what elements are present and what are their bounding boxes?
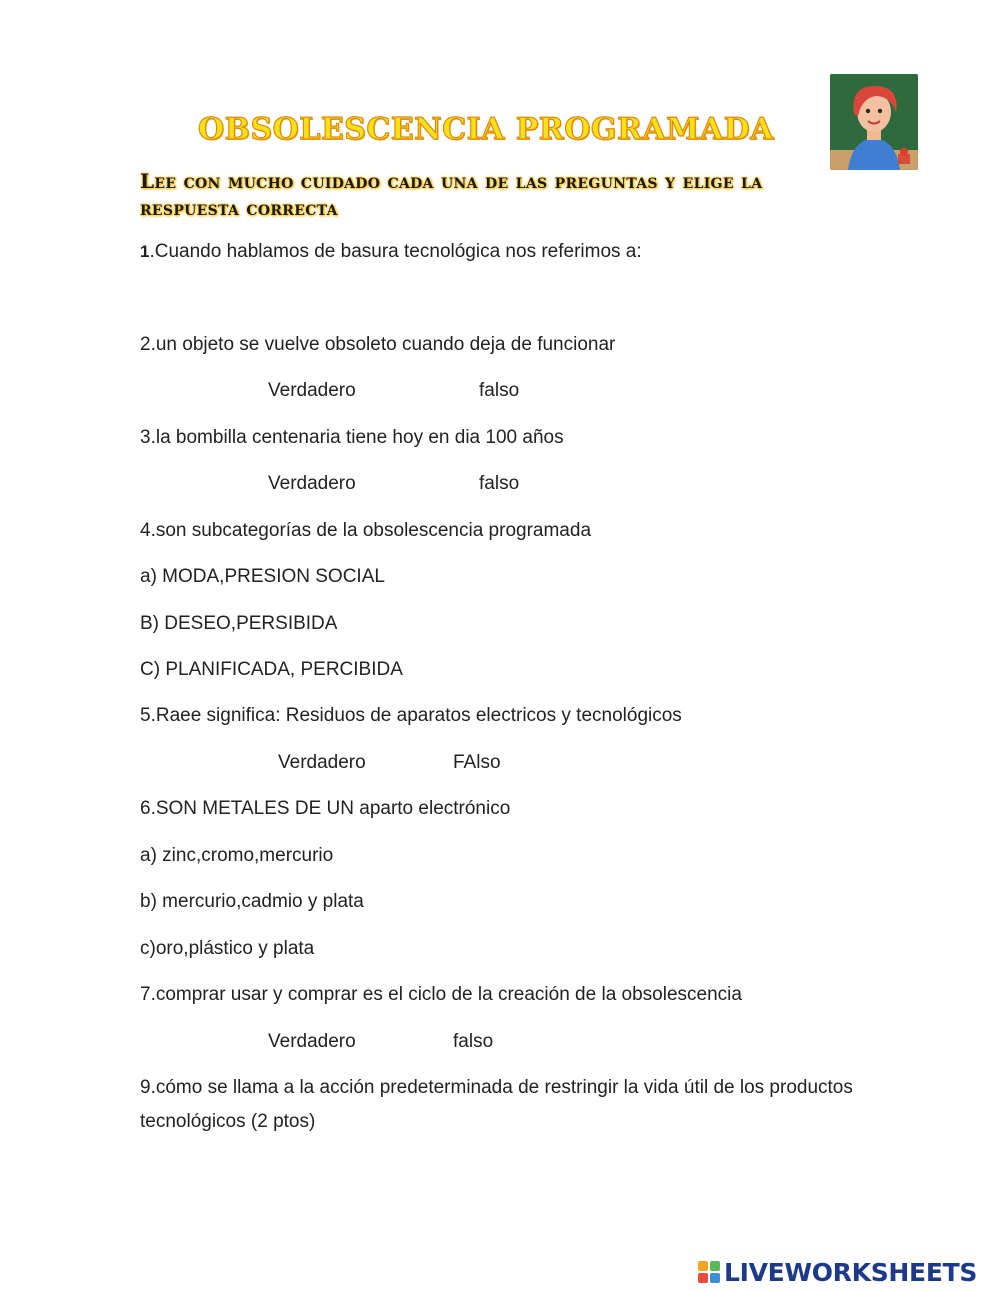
question-5-option-false[interactable]: FAlso: [453, 752, 501, 773]
question-6-option-c[interactable]: c)oro,plástico y plata: [140, 938, 315, 959]
question-2-text: 2.un objeto se vuelve obsoleto cuando deja de funcionar: [140, 334, 616, 355]
question-7-text: 7.comprar usar y comprar es el ciclo de la creación de la obsolescencia: [140, 984, 742, 1005]
question-4-option-c[interactable]: C) PLANIFICADA, PERCIBIDA: [140, 659, 403, 680]
question-9-text: 9.cómo se llama a la acción predeterminada de restringir la vida útil de los productos tecnológicos (2 ptos): [140, 1077, 853, 1132]
question-3-option-false[interactable]: falso: [479, 473, 520, 494]
question-2-option-true[interactable]: Verdadero: [268, 380, 356, 401]
instructions: Lee con mucho cuidado cada una de las preguntas y elige la respuesta correcta: [140, 169, 763, 220]
liveworksheets-logo-icon: [698, 1261, 720, 1283]
question-4-option-a[interactable]: a) MODA,PRESION SOCIAL: [140, 566, 385, 587]
question-6-option-a[interactable]: a) zinc,cromo,mercurio: [140, 845, 334, 866]
question-6-option-b[interactable]: b) mercurio,cadmio y plata: [140, 891, 364, 912]
question-7-option-false[interactable]: falso: [453, 1031, 494, 1052]
liveworksheets-logo[interactable]: [698, 1257, 977, 1287]
question-1-text: .Cuando hablamos de basura tecnológica nos referimos a:: [149, 241, 642, 262]
question-4-option-b[interactable]: B) DESEO,PERSIBIDA: [140, 613, 338, 634]
question-6-text: 6.SON METALES DE UN aparto electrónico: [140, 798, 511, 819]
question-3-option-true[interactable]: Verdadero: [268, 473, 356, 494]
question-2-option-false[interactable]: falso: [479, 380, 520, 401]
question-7-option-true[interactable]: Verdadero: [268, 1031, 356, 1052]
question-1-number: 1: [140, 242, 150, 261]
question-3-text: 3.la bombilla centenaria tiene hoy en dia 100 años: [140, 427, 564, 448]
question-4-text: 4.son subcategorías de la obsolescencia programada: [140, 520, 592, 541]
question-5-text: 5.Raee significa: Residuos de aparatos electricos y tecnológicos: [140, 705, 682, 726]
question-5-option-true[interactable]: Verdadero: [278, 752, 366, 773]
worksheet-title: OBSOLESCENCIA PROGRAMADA: [198, 112, 774, 147]
teacher-avatar-image: [830, 74, 918, 170]
question-1: [140, 239, 642, 265]
liveworksheets-brand-text: LIVEWORKSHEETS: [724, 1257, 978, 1287]
